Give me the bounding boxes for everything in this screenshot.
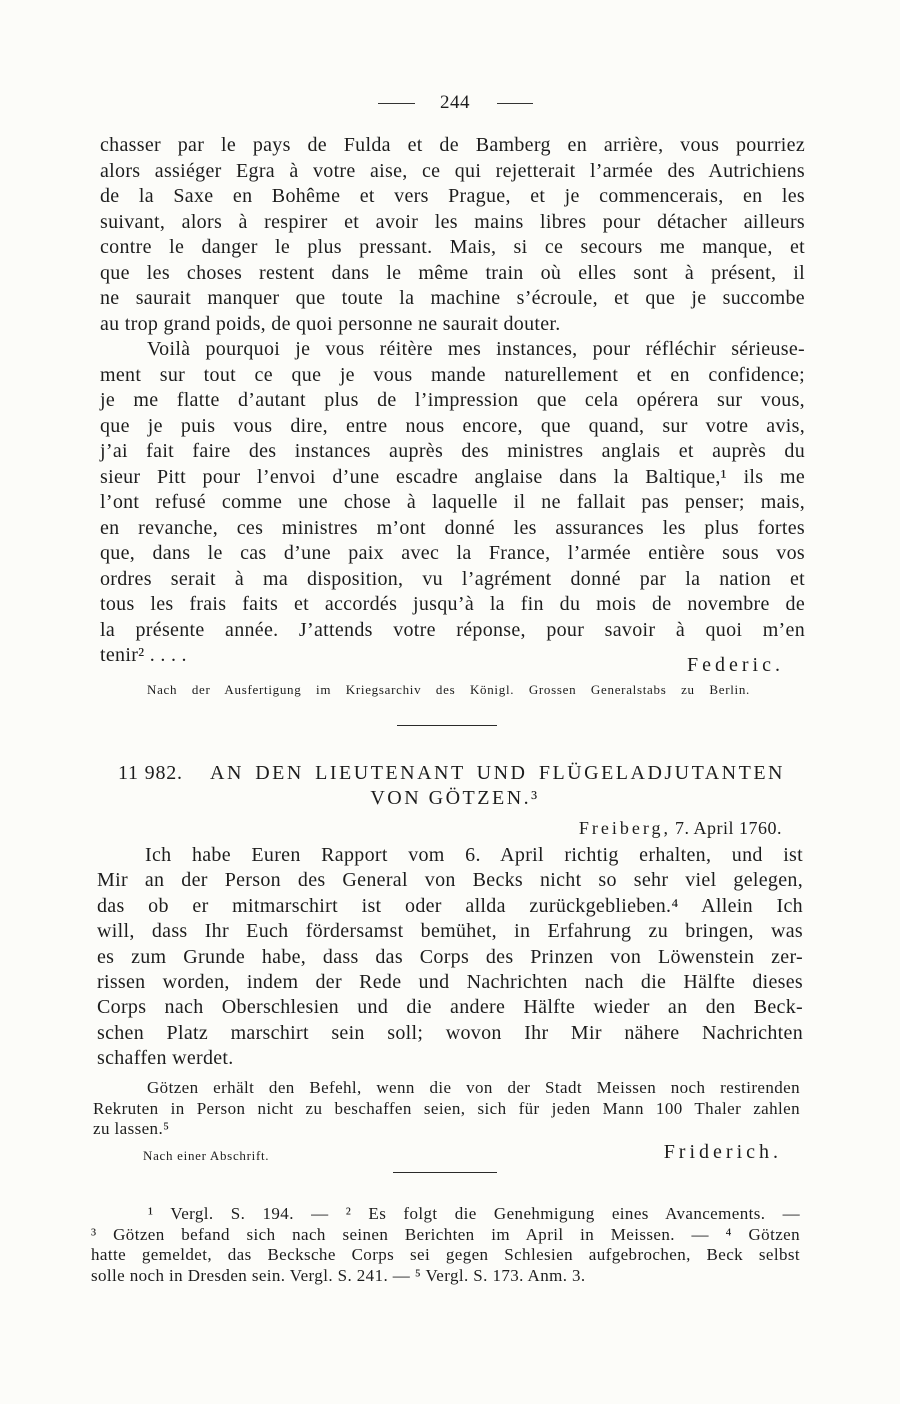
text-line: que, dans le cas d’une paix avec la France, l’armée entière sous vos — [100, 542, 805, 564]
text-line: je me flatte d’autant plus de l’impression que cela opérera sur vous, — [100, 389, 805, 411]
text-line: will, dass Ihr Euch fördersamst bemühet, in Erfahrung zu bringen, was — [97, 920, 803, 943]
text-line: Voilà pourquoi je vous réitère mes instances, pour réfléchir sérieuse- — [147, 338, 805, 360]
text-line: de la Saxe en Bohême et vers Prague, et je commencerais, en les — [100, 185, 805, 207]
paragraph — [100, 133, 805, 337]
dateline-date: 7. April 1760. — [674, 818, 782, 838]
paragraph — [100, 337, 805, 669]
section-divider — [397, 725, 497, 726]
source-note: Nach einer Abschrift. — [143, 1148, 270, 1163]
editorial-summary — [93, 1078, 800, 1140]
footnote-line: solle noch in Dresden sein. Vergl. S. 241. — ⁵ Vergl. S. 173. Anm. 3. — [91, 1266, 586, 1286]
footnote-line: hatte gemeldet, das Becksche Corps sei gegen Schlesien aufgebrochen, Beck selbst — [91, 1245, 800, 1265]
header-rule-left — [378, 103, 415, 104]
text-line: tenir² . . . . — [100, 644, 187, 666]
text-line: j’ai fait faire des instances auprès des ministres anglais et auprès du — [100, 440, 805, 462]
footnote-line: ³ Götzen befand sich nach seinen Berichten im April in Meissen. — ⁴ Götzen — [91, 1224, 800, 1244]
text-line: contre le danger le plus pressant. Mais, si ce secours me manque, et — [100, 236, 805, 258]
letter-continuation — [100, 133, 805, 669]
text-line: Corps nach Oberschlesien und die andere Hälfte wieder an den Beck- — [97, 996, 803, 1019]
source-note: Nach der Ausfertigung im Kriegsarchiv des Königl. Grossen Generalstabs zu Berlin. — [147, 682, 750, 697]
letter-body — [97, 843, 803, 1072]
text-line: es zum Grunde habe, dass das Corps des Prinzen von Löwenstein zer- — [97, 945, 803, 968]
text-line: zu lassen.⁵ — [93, 1119, 170, 1138]
text-line: que les choses restent dans le même train où elles sont à présent, il — [100, 261, 805, 284]
letter-heading-line2: VON GÖTZEN.³ — [370, 787, 540, 809]
footnotes — [91, 1204, 800, 1287]
text-line: tous les frais faits et accordés jusqu’à la fin du mois de novembre de — [100, 593, 805, 615]
text-line: schaffen werdet. — [97, 1047, 234, 1070]
text-line: alors assiéger Egra à votre aise, ce qui rejetterait l’armée des Autrichiens — [100, 159, 805, 182]
signature: Federic. — [687, 654, 784, 676]
text-line: que je puis vous dire, entre nous encore, que quand, sur votre avis, — [100, 414, 805, 437]
text-line: ordres serait à ma disposition, vu l’agrément donné par la nation et — [100, 567, 805, 590]
letter-heading-line1: AN DEN LIEUTENANT UND FLÜGELADJUTANTEN — [210, 762, 785, 784]
text-line: Rekruten in Person nicht zu beschaffen seien, sich für jeden Mann 100 Thaler zahlen — [93, 1098, 800, 1118]
text-line: rissen worden, indem der Rede und Nachrichten nach die Hälfte dieses — [97, 970, 803, 993]
letter-number: 11 982. — [118, 762, 183, 784]
footnote-divider — [393, 1172, 497, 1173]
page-number: 244 — [440, 92, 470, 113]
text-line: Götzen erhält den Befehl, wenn die von der Stadt Meissen noch restirenden — [147, 1078, 800, 1097]
text-line: l’ont refusé comme une chose à laquelle il ne fallait pas penser; mais, — [100, 491, 805, 513]
text-line: suivant, alors à respirer et avoir les mains libres pour détacher ailleurs — [100, 210, 805, 233]
text-line: en revanche, ces ministres m’ont donné les assurances les plus fortes — [100, 516, 805, 539]
text-line: Mir an der Person des General von Becks nicht so sehr viel gelegen, — [97, 869, 803, 892]
text-line: Ich habe Euren Rapport vom 6. April richtig erhalten, und ist — [145, 844, 803, 866]
dateline-place: Freiberg, — [578, 818, 671, 838]
text-line: la présente année. J’attends votre réponse, pour savoir à quoi m’en — [100, 618, 805, 641]
footnote-line: ¹ Vergl. S. 194. — ² Es folgt die Genehmigung eines Avancements. — — [148, 1204, 800, 1223]
signature: Friderich. — [663, 1141, 782, 1163]
text-line: ment sur tout ce que je vous mande naturellement et en confidence; — [100, 363, 805, 386]
text-line: chasser par le pays de Fulda et de Bamberg en arrière, vous pourriez — [100, 134, 805, 156]
text-line: au trop grand poids, de quoi personne ne saurait douter. — [100, 312, 561, 335]
text-line: sieur Pitt pour l’envoi d’une escadre anglaise dans la Baltique,¹ ils me — [100, 465, 805, 488]
text-line: ne saurait manquer que toute la machine s’écroule, et que je succombe — [100, 287, 805, 309]
header-rule-right — [497, 103, 533, 104]
text-line: schen Platz marschirt sein soll; wovon Ihr Mir nähere Nachrichten — [97, 1021, 803, 1044]
dateline — [470, 817, 782, 839]
text-line: das ob er mitmarschirt ist oder allda zurückgeblieben.⁴ Allein Ich — [97, 894, 803, 917]
